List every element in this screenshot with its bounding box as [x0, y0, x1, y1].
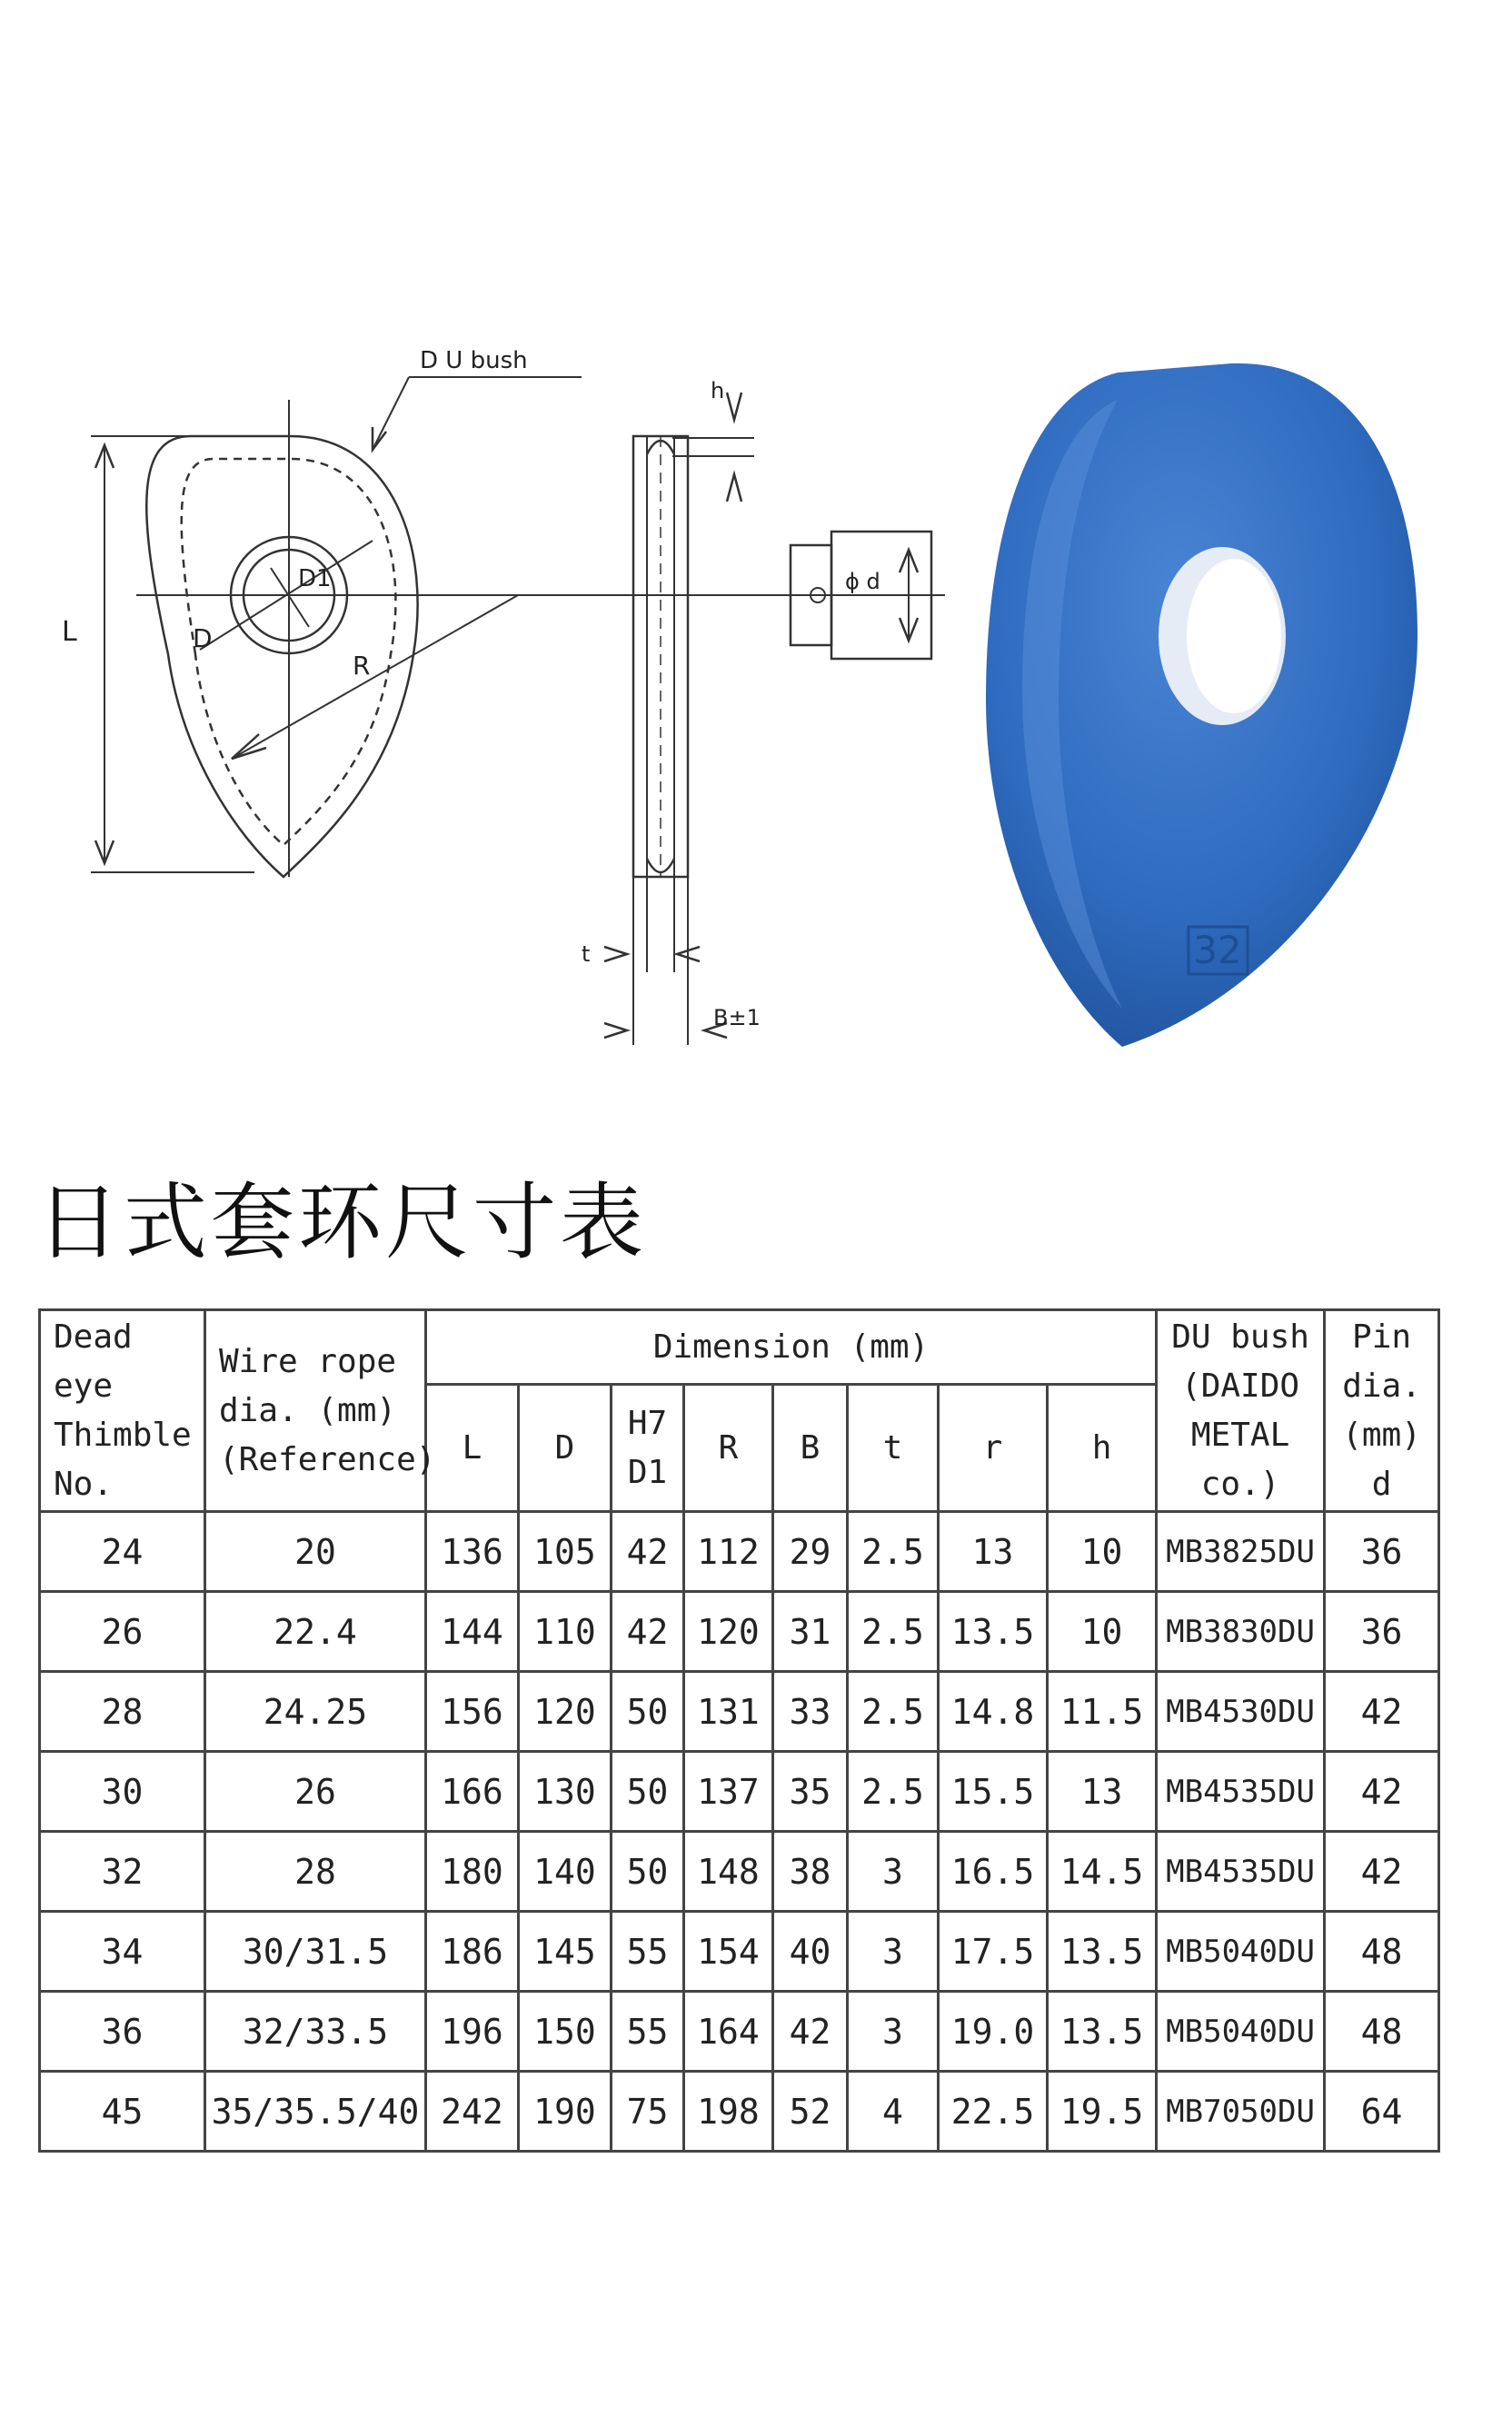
cell-r: 13: [939, 1512, 1048, 1592]
du-bush-label: D U bush: [420, 347, 528, 374]
cell-pin-dia: 42: [1325, 1832, 1439, 1912]
spec-table: [38, 1308, 1440, 2153]
header-du-bush: DU bush (DAIDO METAL co.): [1157, 1310, 1325, 1512]
cell-B: 33: [773, 1672, 848, 1752]
header-t: t: [848, 1385, 939, 1512]
cell-R: 131: [684, 1672, 773, 1752]
cell-r: 19.0: [939, 1992, 1048, 2072]
B-label: B±1: [713, 1005, 761, 1030]
cell-r: 16.5: [939, 1832, 1048, 1912]
cell-R: 137: [684, 1752, 773, 1832]
cell-h: 10: [1048, 1592, 1157, 1672]
cell-wire-rope-dia: 35/35.5/40: [205, 2072, 426, 2152]
header-H7-D1: H7 D1: [612, 1385, 684, 1512]
cell-D: 150: [519, 1992, 612, 2072]
cell-D: 145: [519, 1912, 612, 1992]
cell-t: 2.5: [848, 1672, 939, 1752]
phi-d-label: ϕ d: [845, 569, 880, 594]
cell-D: 120: [519, 1672, 612, 1752]
cell-L: 144: [426, 1592, 519, 1672]
cell-thimble-no: 30: [40, 1752, 205, 1832]
cell-pin-dia: 48: [1325, 1992, 1439, 2072]
table-row: [40, 1832, 1439, 1912]
cell-thimble-no: 32: [40, 1832, 205, 1912]
cell-t: 2.5: [848, 1512, 939, 1592]
header-r: r: [939, 1385, 1048, 1512]
cell-pin-dia: 42: [1325, 1752, 1439, 1832]
cell-B: 31: [773, 1592, 848, 1672]
cell-B: 35: [773, 1752, 848, 1832]
cell-D1: 55: [612, 1912, 684, 1992]
cell-L: 136: [426, 1512, 519, 1592]
cell-R: 148: [684, 1832, 773, 1912]
cell-L: 186: [426, 1912, 519, 1992]
cell-D1: 42: [612, 1512, 684, 1592]
cell-D1: 50: [612, 1832, 684, 1912]
cell-du-bush-model: MB7050DU: [1157, 2072, 1325, 2152]
cell-t: 3: [848, 1912, 939, 1992]
cell-r: 17.5: [939, 1912, 1048, 1992]
table-row: [40, 1912, 1439, 1992]
cell-h: 13.5: [1048, 1992, 1157, 2072]
cell-pin-dia: 64: [1325, 2072, 1439, 2152]
cell-r: 14.8: [939, 1672, 1048, 1752]
cell-r: 15.5: [939, 1752, 1048, 1832]
cell-du-bush-model: MB4535DU: [1157, 1832, 1325, 1912]
cell-wire-rope-dia: 26: [205, 1752, 426, 1832]
cell-t: 2.5: [848, 1752, 939, 1832]
cell-B: 38: [773, 1832, 848, 1912]
cell-du-bush-model: MB5040DU: [1157, 1992, 1325, 2072]
cell-wire-rope-dia: 20: [205, 1512, 426, 1592]
cell-D: 190: [519, 2072, 612, 2152]
cell-pin-dia: 36: [1325, 1592, 1439, 1672]
cell-du-bush-model: MB4530DU: [1157, 1672, 1325, 1752]
cell-L: 156: [426, 1672, 519, 1752]
header-h: h: [1048, 1385, 1157, 1512]
cell-thimble-no: 26: [40, 1592, 205, 1672]
cell-L: 180: [426, 1832, 519, 1912]
D1-label: D1: [298, 565, 332, 592]
cell-R: 112: [684, 1512, 773, 1592]
cell-D: 130: [519, 1752, 612, 1832]
cell-thimble-no: 28: [40, 1672, 205, 1752]
cell-D1: 50: [612, 1672, 684, 1752]
cell-wire-rope-dia: 24.25: [205, 1672, 426, 1752]
cell-h: 13: [1048, 1752, 1157, 1832]
thimble-photo: [0, 0, 1512, 1090]
header-D: D: [519, 1385, 612, 1512]
cell-wire-rope-dia: 30/31.5: [205, 1912, 426, 1992]
table-body: [40, 1512, 1439, 2152]
cell-D1: 42: [612, 1592, 684, 1672]
table-row: [40, 2072, 1439, 2152]
table-row: [40, 1512, 1439, 1592]
cell-h: 10: [1048, 1512, 1157, 1592]
cell-R: 198: [684, 2072, 773, 2152]
cell-t: 3: [848, 1992, 939, 2072]
cell-pin-dia: 36: [1325, 1512, 1439, 1592]
header-dead-eye: Dead eye Thimble No.: [40, 1310, 205, 1512]
D-label: D: [193, 623, 213, 653]
cell-r: 13.5: [939, 1592, 1048, 1672]
cell-thimble-no: 45: [40, 2072, 205, 2152]
cell-du-bush-model: MB3825DU: [1157, 1512, 1325, 1592]
cell-R: 154: [684, 1912, 773, 1992]
cell-D1: 55: [612, 1992, 684, 2072]
header-R: R: [684, 1385, 773, 1512]
cell-h: 13.5: [1048, 1912, 1157, 1992]
cell-h: 19.5: [1048, 2072, 1157, 2152]
R-label: R: [353, 651, 371, 681]
cell-thimble-no: 24: [40, 1512, 205, 1592]
cell-thimble-no: 34: [40, 1912, 205, 1992]
cell-D: 105: [519, 1512, 612, 1592]
cell-B: 29: [773, 1512, 848, 1592]
cell-L: 242: [426, 2072, 519, 2152]
cell-B: 52: [773, 2072, 848, 2152]
cell-du-bush-model: MB3830DU: [1157, 1592, 1325, 1672]
page-title: 日式套环尺寸表: [36, 1174, 648, 1271]
cell-D: 110: [519, 1592, 612, 1672]
header-dimension: Dimension (mm): [426, 1310, 1157, 1385]
table-row: [40, 1992, 1439, 2072]
cell-thimble-no: 36: [40, 1992, 205, 2072]
cell-du-bush-model: MB5040DU: [1157, 1912, 1325, 1992]
cell-pin-dia: 48: [1325, 1912, 1439, 1992]
L-label: L: [62, 616, 77, 648]
t-label: t: [582, 941, 591, 967]
cell-D1: 75: [612, 2072, 684, 2152]
table-row: [40, 1752, 1439, 1832]
cell-R: 120: [684, 1592, 773, 1672]
cell-h: 11.5: [1048, 1672, 1157, 1752]
header-B: B: [773, 1385, 848, 1512]
cell-R: 164: [684, 1992, 773, 2072]
stamp-number: 32: [1193, 928, 1242, 972]
cell-D1: 50: [612, 1752, 684, 1832]
cell-t: 3: [848, 1832, 939, 1912]
cell-h: 14.5: [1048, 1832, 1157, 1912]
table-row: [40, 1672, 1439, 1752]
h-label: h: [711, 378, 725, 403]
cell-t: 2.5: [848, 1592, 939, 1672]
cell-du-bush-model: MB4535DU: [1157, 1752, 1325, 1832]
cell-L: 166: [426, 1752, 519, 1832]
cell-t: 4: [848, 2072, 939, 2152]
cell-r: 22.5: [939, 2072, 1048, 2152]
cell-B: 40: [773, 1912, 848, 1992]
cell-wire-rope-dia: 22.4: [205, 1592, 426, 1672]
table-row: [40, 1592, 1439, 1672]
cell-wire-rope-dia: 32/33.5: [205, 1992, 426, 2072]
header-pin: Pin dia. (mm) d: [1325, 1310, 1439, 1512]
cell-pin-dia: 42: [1325, 1672, 1439, 1752]
cell-L: 196: [426, 1992, 519, 2072]
header-L: L: [426, 1385, 519, 1512]
cell-B: 42: [773, 1992, 848, 2072]
cell-D: 140: [519, 1832, 612, 1912]
cell-wire-rope-dia: 28: [205, 1832, 426, 1912]
header-wire-rope: Wire rope dia. (mm) (Reference): [205, 1310, 426, 1512]
